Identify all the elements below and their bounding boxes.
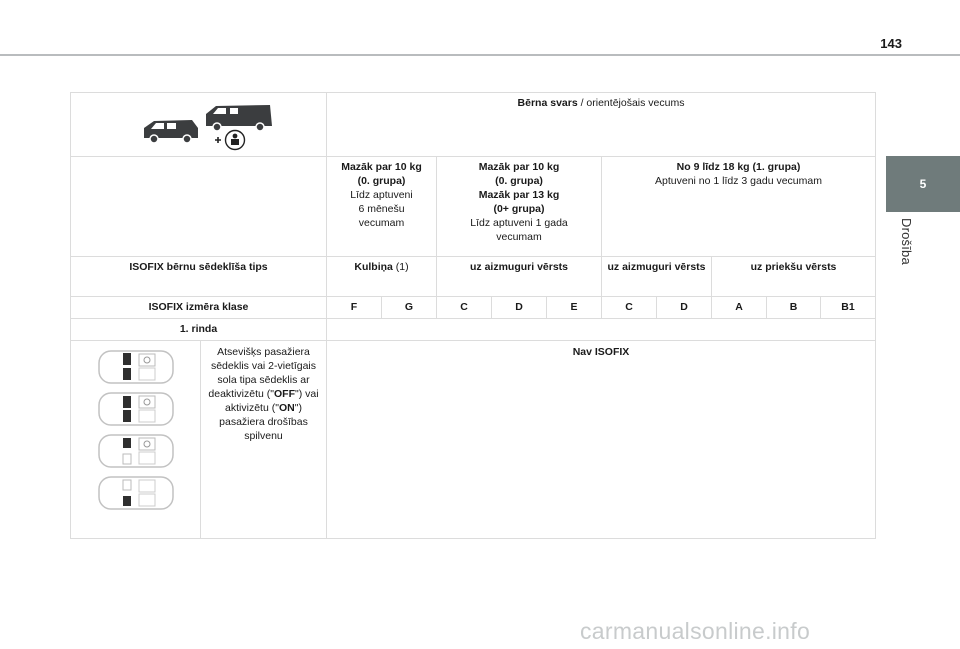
seat-type-rear-facing: uz aizmuguri vērsts bbox=[437, 257, 602, 297]
group-0 bbox=[327, 157, 437, 257]
vehicle-cell bbox=[71, 93, 327, 157]
group-line: (0. grupa) bbox=[495, 175, 543, 187]
group-line: Mazāk par 10 kg bbox=[478, 161, 560, 173]
header-rule bbox=[0, 54, 960, 56]
size-class: F bbox=[327, 297, 382, 319]
car-seat-layout-icon bbox=[95, 390, 177, 428]
size-class: A bbox=[712, 297, 767, 319]
group-line: vecumam bbox=[358, 217, 405, 229]
group-line: (0+ grupa) bbox=[493, 203, 545, 215]
car-seat-layout-icon bbox=[95, 474, 177, 512]
minivan-icon bbox=[142, 116, 200, 144]
isofix-value: Nav ISOFIX bbox=[327, 341, 876, 539]
chapter-title: Drošība bbox=[899, 218, 914, 265]
size-class: E bbox=[547, 297, 602, 319]
group-line: 6 mēnešu bbox=[358, 203, 405, 215]
seat-type-forward-facing: uz priekšu vērsts bbox=[712, 257, 876, 297]
group-line: Līdz aptuveni 1 gada bbox=[470, 217, 568, 229]
group-line: Mazāk par 13 kg bbox=[478, 189, 560, 201]
group-line: vecumam bbox=[496, 231, 542, 243]
size-class: G bbox=[382, 297, 437, 319]
row-label: 1. rinda bbox=[71, 319, 327, 341]
van-icon bbox=[204, 102, 274, 132]
size-class: C bbox=[602, 297, 657, 319]
car-seat-layout-icon bbox=[95, 348, 177, 386]
group-line: Līdz aptuveni bbox=[350, 189, 413, 201]
size-class: B1 bbox=[821, 297, 876, 319]
group-line: No 9 līdz 18 kg (1. grupa) bbox=[676, 161, 801, 173]
car-seat-layout-icon bbox=[95, 432, 177, 470]
seat-description: Atsevišķs pasažiera sēdeklis vai 2-vietīgais sola tipa sēdeklis ar deaktivizētu ("OFF") vai aktivizētu ("ON") pasažiera drošības spilvenu bbox=[201, 341, 327, 539]
page-number: 143 bbox=[880, 36, 902, 51]
watermark: carmanualsonline.info bbox=[580, 618, 811, 644]
isofix-table bbox=[70, 92, 876, 539]
chapter-tab[interactable]: 5 bbox=[886, 156, 960, 212]
size-class-label: ISOFIX izmēra klase bbox=[71, 297, 327, 319]
seat-type-label: ISOFIX bērnu sēdeklīša tips bbox=[71, 257, 327, 297]
size-class: B bbox=[767, 297, 821, 319]
group-line: Aptuveni no 1 līdz 3 gadu vecumam bbox=[655, 175, 822, 187]
group-0-plus bbox=[437, 157, 602, 257]
seat-type-rear-facing-2: uz aizmuguri vērsts bbox=[602, 257, 712, 297]
group-line: (0. grupa) bbox=[357, 175, 406, 187]
size-class: D bbox=[492, 297, 547, 319]
seat-diagrams bbox=[71, 341, 201, 539]
weight-header: Bērna svars / orientējošais vecums bbox=[327, 93, 876, 157]
seat-type-kulbina: Kulbiņa (1) bbox=[327, 257, 437, 297]
group-line: Mazāk par 10 kg bbox=[341, 161, 422, 173]
size-class: D bbox=[657, 297, 712, 319]
child-seat-icon bbox=[214, 129, 246, 151]
group-1 bbox=[602, 157, 876, 257]
size-class: C bbox=[437, 297, 492, 319]
